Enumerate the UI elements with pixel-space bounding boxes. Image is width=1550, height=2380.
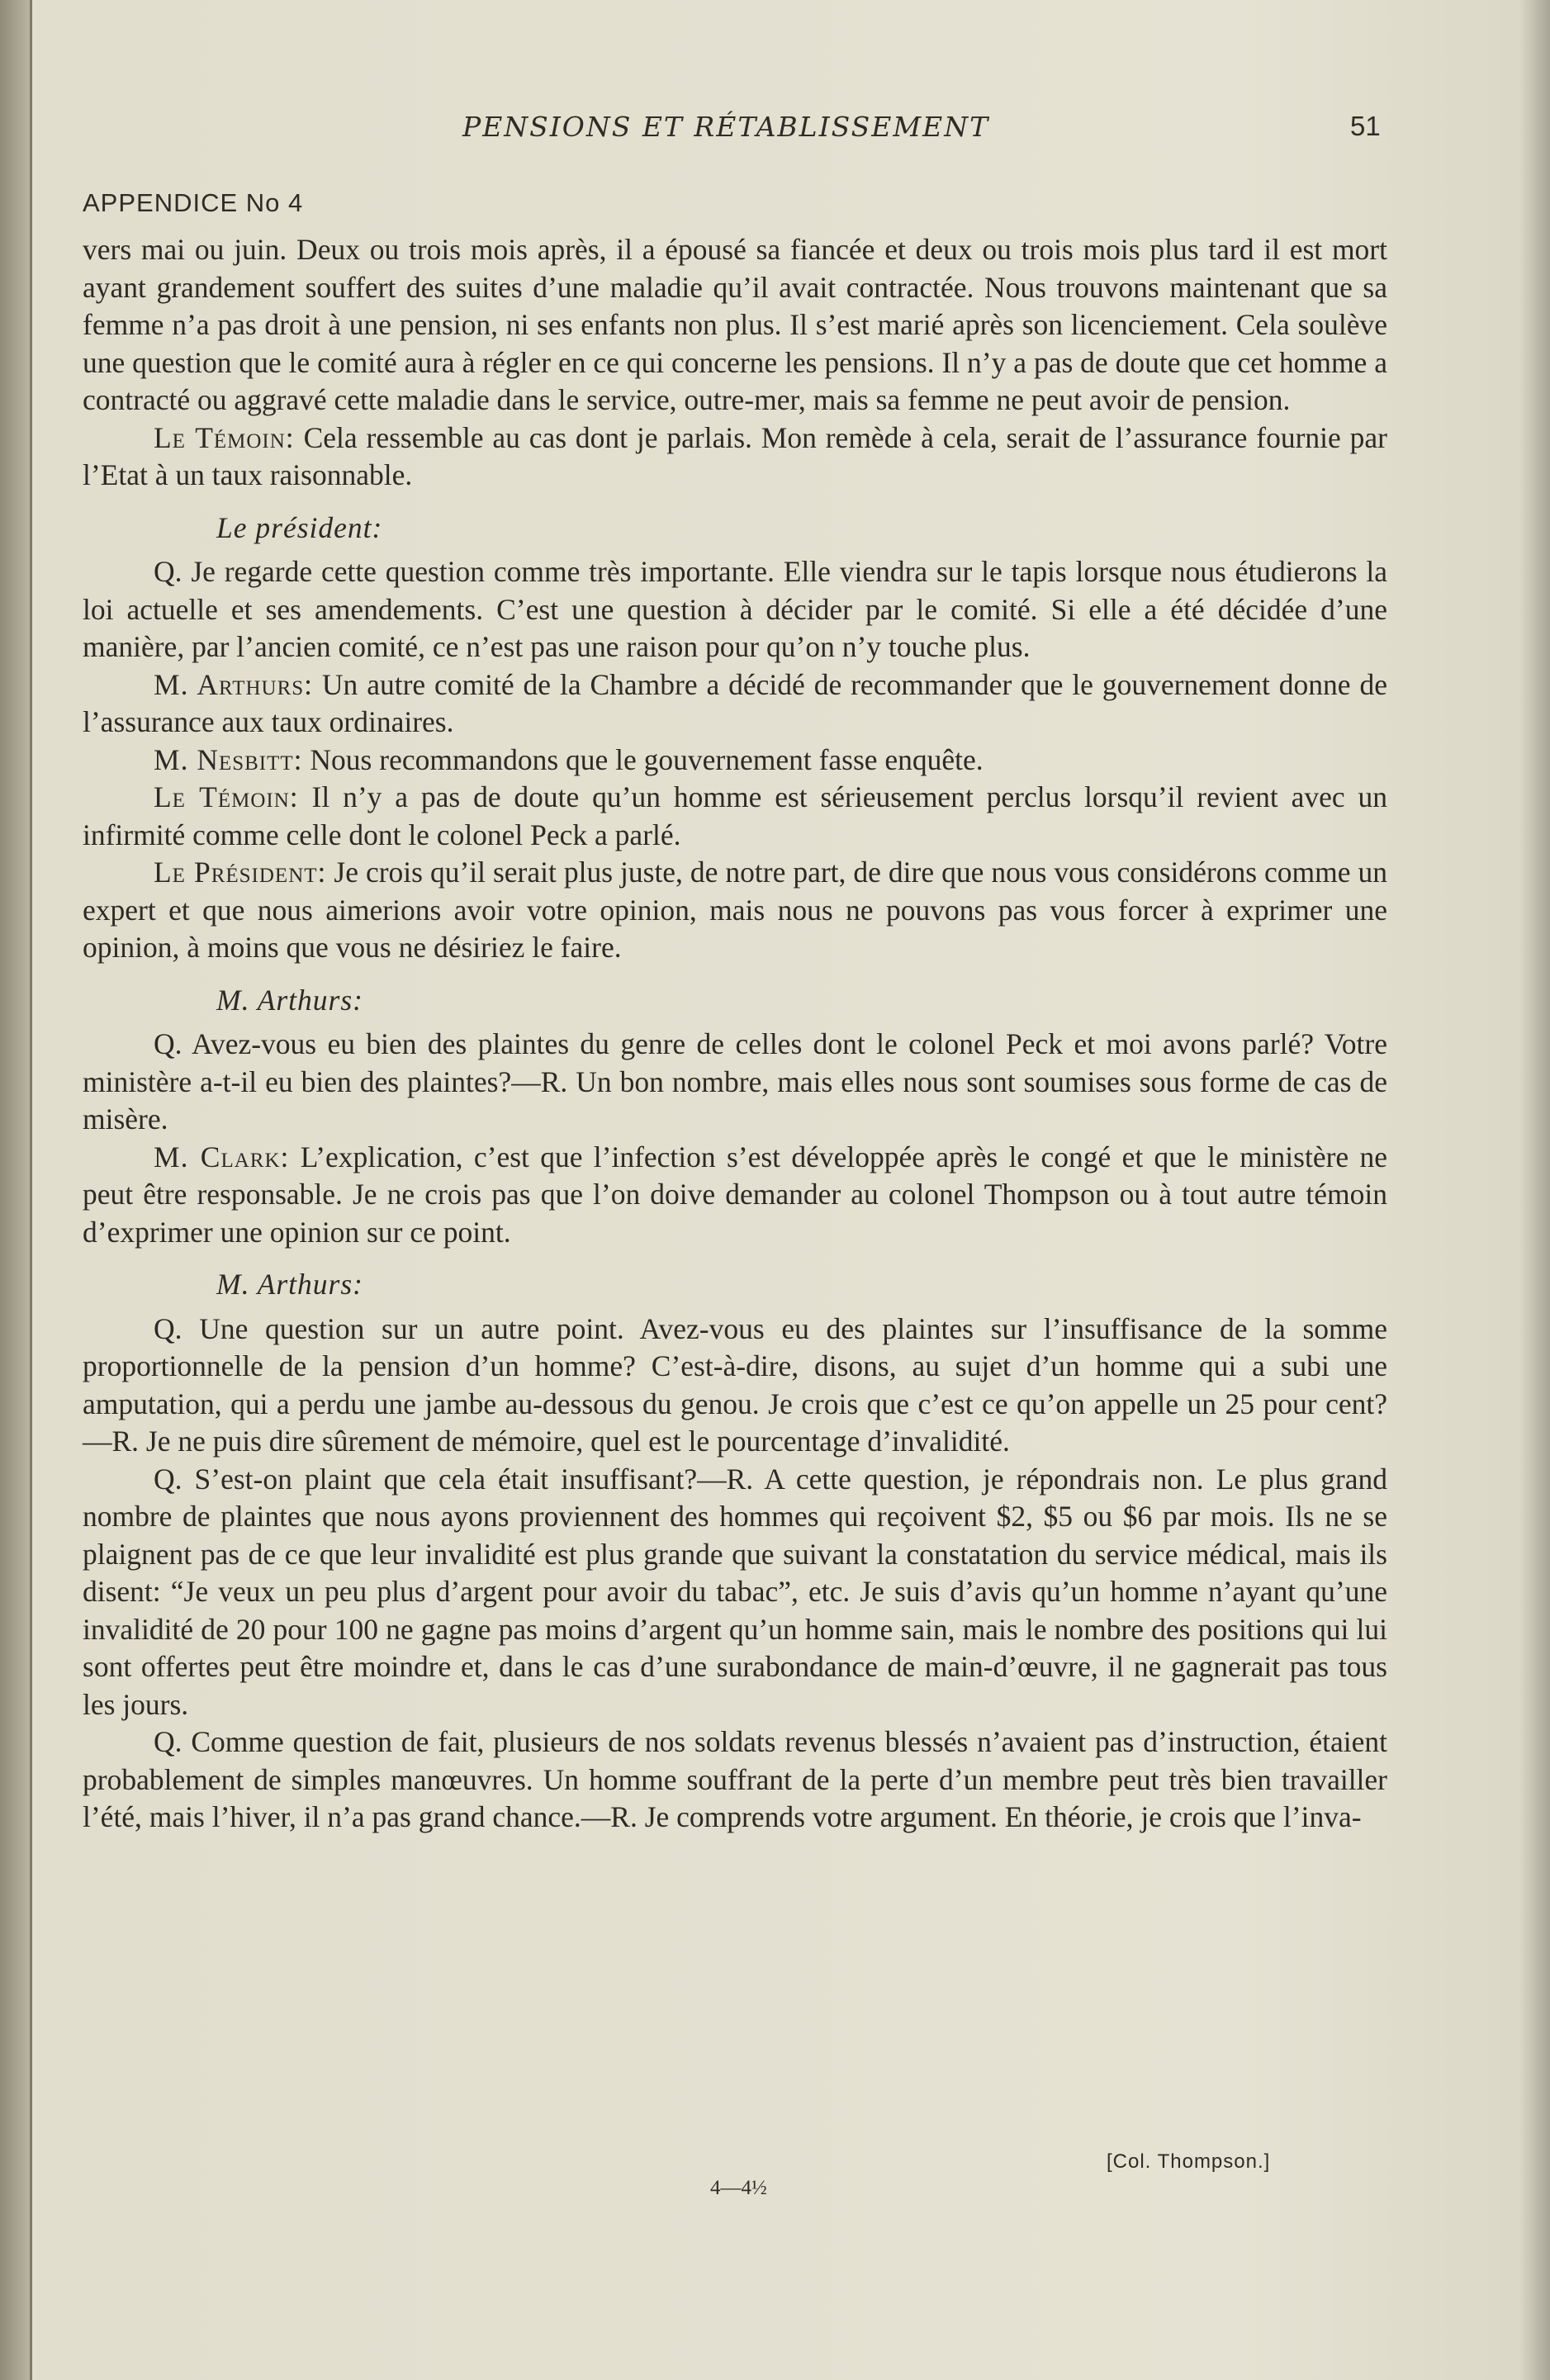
speaker-heading: Le président: [216,510,383,544]
running-title: PENSIONS ET RÉTABLISSEMENT [462,111,990,143]
speaker-heading: M. Arthurs: [216,983,363,1017]
paragraph: Q. Je regarde cette question comme très importante. Elle viendra sur le tapis lorsque nous étudierons la loi actuelle et ses amendements. C’est une question à décider par le comité. Si elle a été décidée d’une manière, par l’ancien comité, ce n’est pas une raison pour qu’on n’y touche plus. [83,555,1387,663]
speaker-label: Le Président: [154,856,327,889]
paragraph: Q. Une question sur un autre point. Avez-vous eu des plaintes sur l’insuffisance de la somme proportionnelle de la pension d’un homme? C’est-à-dire, disons, au sujet d’un homme qui a subi une amputation, qui a perdu une jambe au-dessous du genou. Je crois que c’est ce qu’on appelle un 25 pour cent?—R. Je ne puis dire sûrement de mémoire, quel est le pourcentage d’invalidité. [83,1311,1387,1458]
speech-text: Je crois qu’il serait plus juste, de notre part, de dire que nous vous considérons comme un expert et que nous aimerions avoir votre opinion, mais nous ne pouvons pas vous forcer à exprimer une opinion, à moins que vous ne désiriez le faire. [83,856,1387,964]
paragraph: Q. Comme question de fait, plusieurs de nos soldats revenus blessés n’avaient pas d’instruction, étaient probablement de simples manœuvres. Un homme souffrant de la perte d’un membre peut très bien travailler l’été, mais l’hiver, il n’a pas grand chance.—R. Je comprends votre argument. En théorie, je crois que l’inva- [83,1725,1387,1833]
speech-text: Nous recommandons que le gouvernement fasse enquête. [302,742,984,776]
speaker-heading: M. Arthurs: [216,1268,363,1301]
speaker-label: M. Clark: [154,1140,290,1173]
paragraph [83,854,1387,967]
paragraph: Q. Avez-vous eu bien des plaintes du genre de celles dont le colonel Peck et moi avons parlé? Votre ministère a-t-il eu bien des plaintes?—R. Un bon nombre, mais elles nous sont soumises sous forme de cas de misère. [83,1027,1387,1135]
speaker-label: Le Témoin: [154,780,299,813]
speaker-label: M. Nesbitt: [154,742,303,776]
speaker-label: M. Arthurs: [154,667,314,701]
binding-gutter [0,0,30,2380]
paragraph [83,779,1387,854]
speech-text: Un autre comité de la Chambre a décidé de recommander que le gouvernement donne de l’assurance aux taux ordinaires. [83,667,1387,738]
page-number: 51 [1350,111,1381,141]
speech-text: Il n’y a pas de doute qu’un homme est sérieusement perclus lorsqu’il revient avec un infirmité comme celle dont le colonel Peck a parlé. [83,780,1388,851]
printer-signature-mark: 4—4½ [710,2177,767,2199]
paragraph: vers mai ou juin. Deux ou trois mois après, il a épousé sa fiancée et deux ou trois mois plus tard il est mort ayant grandement souffert des suites d’une maladie qu’il avait contractée. Nous trouvons maintenant que sa femme n’a pas droit à une pension, ni ses enfants non plus. Il s’est marié après son licenciement. Cela soulève une question que le comité aura à régler en ce qui concerne les pensions. Il n’y a pas de doute que cet homme a contracté ou aggravé cette maladie dans le service, outre-mer, mais sa femme ne peut avoir de pension. [83,233,1387,416]
speaker-label: Le Témoin: [154,420,295,454]
appendix-label: APPENDICE No 4 [83,188,304,217]
speech-text: Cela ressemble au cas dont je parlais. Mon remède à cela, serait de l’assurance fournie par l’Etat à un taux raisonnable. [83,420,1388,491]
paragraph [83,1139,1387,1252]
body-text [83,231,1387,1837]
speech-text: L’explication, c’est que l’infection s’est développée après le congé et que le ministère ne peut être responsable. Je ne crois pas que l’on doive demander au colonel Thompson ou à tout autre témoin d’exprimer une opinion sur ce point. [83,1140,1387,1249]
binding-edge [30,0,32,2380]
paragraph [83,666,1387,742]
paragraph: Q. S’est-on plaint que cela était insuffisant?—R. A cette question, je répondrais non. Le plus grand nombre de plaintes que nous ayons proviennent des hommes qui reçoivent $2, $5 ou $6 par mois. Ils ne se plaignent pas de ce que leur invalidité est plus grande que suivant la constatation du service médical, mais ils disent: “Je veux un peu plus d’argent pour avoir du tabac”, etc. Je suis d’avis qu’un homme n’ayant qu’une invalidité de 20 pour 100 ne gagne pas moins d’argent qu’un homme sain, mais le nombre des positions qui lui sont offertes peut être moindre et, dans le cas d’une surabondance de main-d’œuvre, il ne gagnerait pas tous les jours. [83,1462,1387,1721]
paragraph [83,420,1387,495]
witness-attribution: [Col. Thompson.] [1107,2150,1271,2173]
paragraph [83,742,1387,780]
